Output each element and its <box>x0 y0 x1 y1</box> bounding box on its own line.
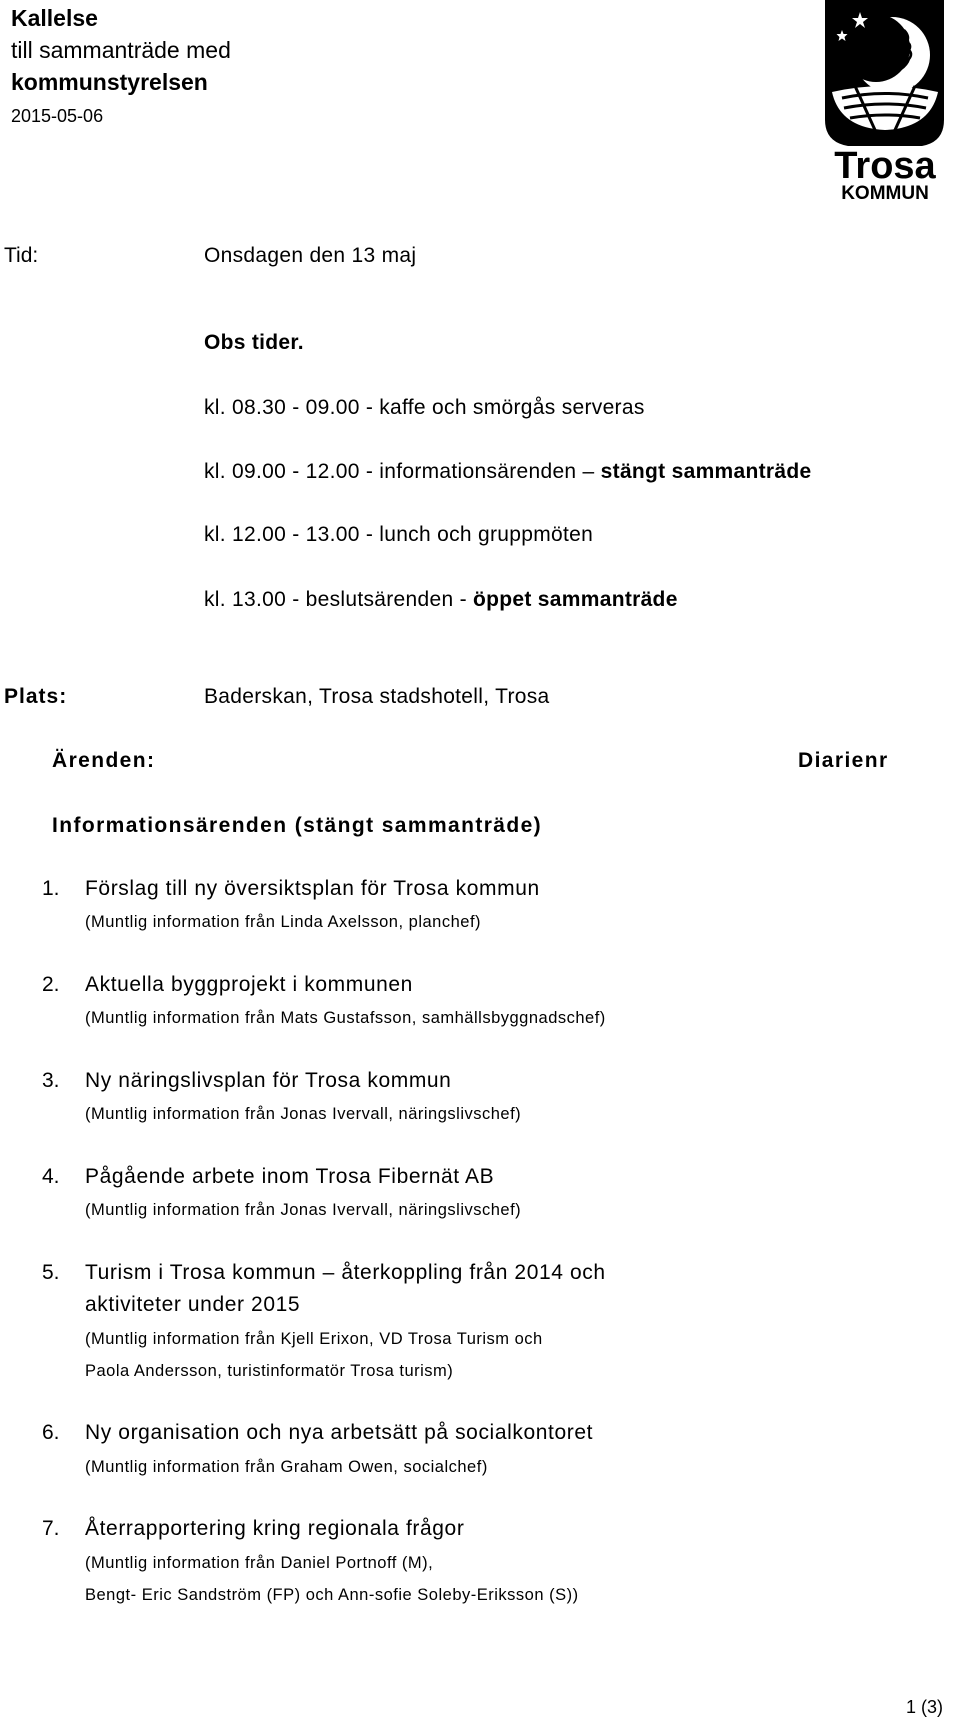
schedule-row-1: kl. 08.30 - 09.00 - kaffe och smörgås serveras <box>204 396 645 419</box>
list-item-number: 6. <box>42 1421 60 1444</box>
list-item-title: Ny näringslivsplan för Trosa kommun <box>85 1069 452 1092</box>
list-item-note: (Muntlig information från Mats Gustafsson, samhällsbyggnadschef) <box>85 1009 606 1027</box>
list-item-note: (Muntlig information från Jonas Ivervall, näringslivschef) <box>85 1201 522 1219</box>
document-date: 2015-05-06 <box>11 106 104 126</box>
logo-name: Trosa <box>834 145 936 187</box>
list-item-title-cont: aktiviteter under 2015 <box>85 1293 301 1316</box>
list-item-title: Återrapportering kring regionala frågor <box>85 1517 465 1540</box>
schedule-row-3: kl. 12.00 - 13.00 - lunch och gruppmöten <box>204 523 594 546</box>
time-note: Obs tider. <box>204 331 304 354</box>
time-label: Tid: <box>4 244 39 267</box>
logo-sub: KOMMUN <box>841 183 929 204</box>
list-item-number: 1. <box>42 877 60 900</box>
section-heading: Informationsärenden (stängt sammanträde) <box>52 814 543 837</box>
list-item-number: 2. <box>42 973 60 996</box>
document-title: Kallelse <box>11 5 98 31</box>
meeting-day: Onsdagen den 13 maj <box>204 244 417 267</box>
moon-boat-icon <box>820 0 950 205</box>
list-item-title: Ny organisation och nya arbetsätt på socialkontoret <box>85 1421 594 1444</box>
page-number: 1 (3) <box>906 1697 944 1717</box>
schedule-row-2: kl. 09.00 - 12.00 - informationsärenden – stängt sammanträde <box>204 460 812 483</box>
list-item-title: Turism i Trosa kommun – återkoppling från 2014 och <box>85 1261 606 1284</box>
list-item-number: 5. <box>42 1261 60 1284</box>
document-subtitle-line1: till sammanträde med <box>11 37 231 63</box>
trosa-kommun-logo <box>820 0 950 205</box>
list-item-note-cont: Paola Andersson, turistinformatör Trosa turism) <box>85 1362 454 1380</box>
list-item-title: Pågående arbete inom Trosa Fibernät AB <box>85 1165 495 1188</box>
list-item-note: (Muntlig information från Graham Owen, socialchef) <box>85 1458 488 1476</box>
agenda-label: Ärenden: <box>52 749 156 772</box>
list-item-number: 3. <box>42 1069 60 1092</box>
list-item-note: (Muntlig information från Jonas Ivervall, näringslivschef) <box>85 1105 522 1123</box>
list-item-title: Aktuella byggprojekt i kommunen <box>85 973 413 996</box>
list-item-note: (Muntlig information från Daniel Portnoff (M), <box>85 1554 434 1572</box>
meeting-place: Baderskan, Trosa stadshotell, Trosa <box>204 685 550 708</box>
diarienr-label: Diarienr <box>798 749 889 772</box>
list-item-number: 7. <box>42 1517 60 1540</box>
schedule-row-4: kl. 13.00 - beslutsärenden - öppet sammanträde <box>204 588 678 611</box>
list-item-note: (Muntlig information från Linda Axelsson, planchef) <box>85 913 482 931</box>
list-item-title: Förslag till ny översiktsplan för Trosa kommun <box>85 877 540 900</box>
list-item-note: (Muntlig information från Kjell Erixon, VD Trosa Turism och <box>85 1330 543 1348</box>
place-label: Plats: <box>4 685 68 708</box>
list-item-number: 4. <box>42 1165 60 1188</box>
list-item-note-cont: Bengt- Eric Sandström (FP) och Ann-sofie Soleby-Eriksson (S)) <box>85 1586 579 1604</box>
document-subtitle-line2: kommunstyrelsen <box>11 69 208 95</box>
